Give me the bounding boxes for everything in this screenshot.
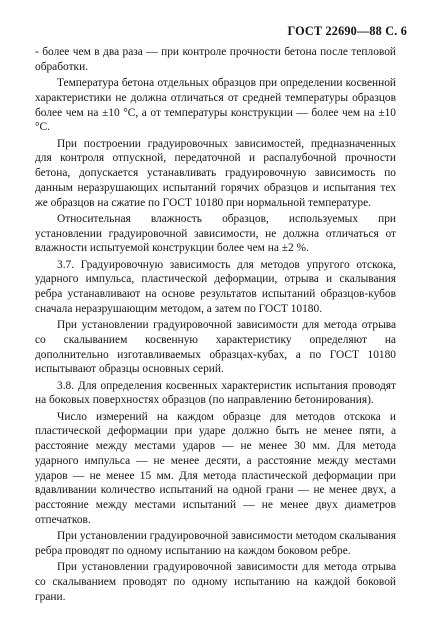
- body-text: [35, 45, 396, 606]
- paragraph-edge-shearing: При установлении градуировочной зависимости методом скалывания ребра проводят по одному испытанию на каждом боковом ребре.: [35, 530, 397, 557]
- paragraph-clause-3-7: 3.7. Градуировочную зависимость для методов упругого отскока, ударного импульса, пластической деформации, отрыва и скалывания ребра устанавливают на основе результатов испытаний образцов-кубов сначала неразрушающим методом, а затем по ГОСТ 10180.: [35, 258, 396, 315]
- paragraph-temperature: Температура бетона отдельных образцов при определении косвенной характеристики не должна отличаться от средней температуры образцов более чем на ±10 °С, а от температуры конструкции — более чем на ±10 °С.: [35, 77, 396, 134]
- paragraph-pull-off-shearing: При установлении градуировочной зависимости для метода отрыва со скалыванием проводят по одному испытанию на каждой боковой грани.: [35, 561, 396, 603]
- paragraph-measurement-count: Число измерений на каждом образце для методов отскока и пластической деформации при ударе должно быть не менее пяти, а расстояние между местами ударов — не менее 30 мм. Для метода ударного импульса — не менее десяти, а расстояние между местами ударов — не менее 15 мм. Для метода пластической деформации при вдавливании количество испытаний на одной грани — не менее двух, а расстояние между местами испытаний — не менее двух диаметров отпечатков.: [35, 410, 396, 526]
- paragraph-continuation: - более чем в два раза — при контроле прочности бетона после тепловой обработки.: [35, 46, 396, 73]
- paragraph-humidity: Относительная влажность образцов, используемых при установлении градуировочной зависимости, не должна отличаться от влажности испытуемой конструкции более чем на ±2 %.: [35, 212, 396, 255]
- paragraph-clause-3-8: 3.8. Для определения косвенных характеристик испытания проводят на боковых поверхностях образцов (по направлению бетонирования).: [35, 379, 396, 407]
- paragraph-calibration-hot-samples: При построении градуировочных зависимостей, предназначенных для контроля отпускной, передаточной и распалубочной прочности бетона, допускается устанавливать градуировочную зависимость по данным неразрушающих испытаний горячих образцов и испытания тех же образцов на сжатие по ГОСТ 10180 при нормальной температуре.: [35, 137, 396, 209]
- page-header: ГОСТ 22690—88 С. 6: [287, 24, 407, 38]
- paragraph-pull-off-method: При установлении градуировочной зависимости для метода отрыва со скалыванием косвенную характеристику определяют на дополнительно изготавливаемых образцах-кубах, а по ГОСТ 10180 испытывают образцы основных серий.: [35, 319, 396, 376]
